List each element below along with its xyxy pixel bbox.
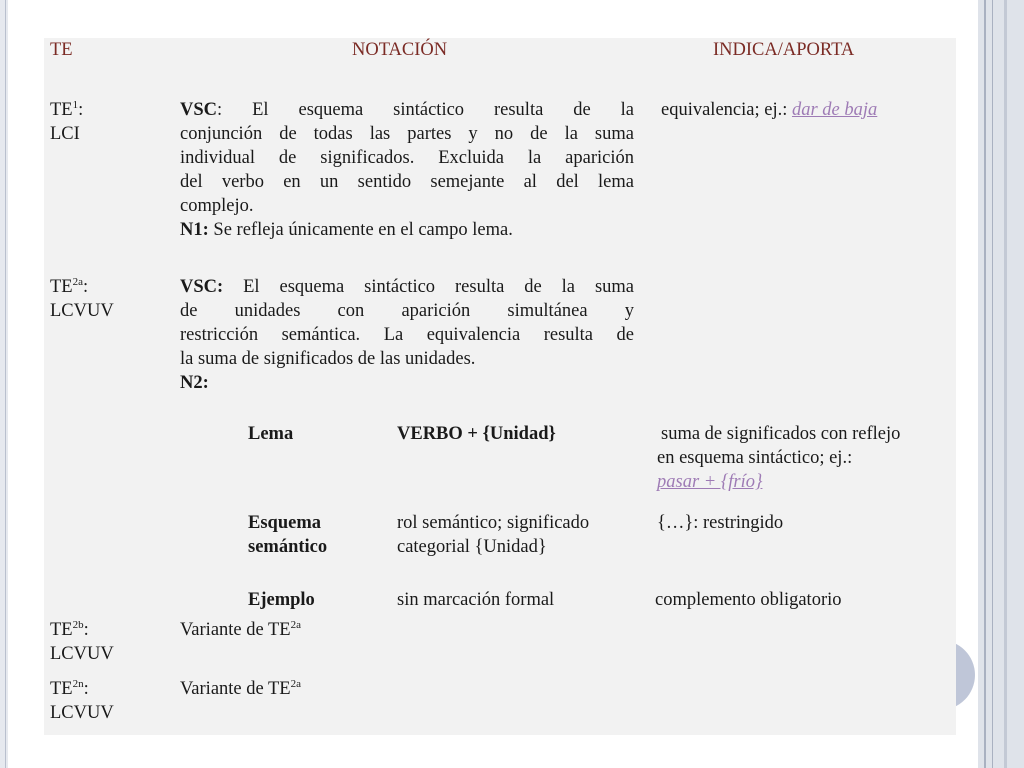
row1-indica-text: equivalencia; ej.:: [661, 100, 792, 120]
row4-variant-sup: 2a: [290, 678, 302, 690]
row3-variant-text: Variante de TE: [180, 620, 291, 640]
row3-variant-sup: 2a: [290, 619, 302, 631]
pasar-frio-link[interactable]: pasar + {frío}: [657, 472, 763, 492]
row2-vsc-label: VSC:: [180, 277, 224, 297]
row1-n1-text: Se refleja únicamente en el campo lema.: [208, 220, 513, 240]
esquema-label-line: Esquema: [248, 513, 321, 533]
row1-vsc-text: : El esquema sintáctico resulta de la: [217, 100, 634, 120]
lema-label: Lema: [248, 424, 294, 444]
row1-indica: [661, 98, 877, 122]
row2-vsc-line: la suma de significados de las unidades.: [180, 349, 476, 369]
row4-variant-text: Variante de TE: [180, 679, 291, 699]
row2-vsc-line: [180, 275, 634, 299]
lema-indica-line: en esquema sintáctico; ej.:: [657, 448, 853, 468]
row1-vsc-line: [180, 98, 634, 122]
row2-vsc-text: El esquema sintáctico resulta de la suma: [223, 277, 634, 297]
esquema-label-line: semántico: [248, 537, 328, 557]
lema-indica: [657, 422, 957, 494]
row4-te-label: [50, 677, 89, 701]
row2-te-sub: LCVUV: [50, 301, 114, 321]
right-decoration: [978, 0, 1024, 768]
row2-te-label: [50, 275, 88, 299]
ejemplo-value: sin marcación formal: [397, 590, 555, 610]
row1-vsc-line: del verbo en un sentido semejante al del lema: [180, 172, 634, 192]
row3-te-colon: :: [83, 620, 89, 640]
row4-te-main: TE: [50, 679, 73, 699]
row1-te-colon: :: [78, 100, 84, 120]
row2-te-sup: 2a: [72, 276, 83, 288]
row4-te-colon: :: [83, 679, 89, 699]
header-te: TE: [50, 40, 73, 60]
header-indica: INDICA/APORTA: [713, 40, 855, 60]
esquema-indica: {…}: restringido: [657, 513, 784, 533]
row2-n2-line: [180, 371, 634, 395]
row2-te-main: TE: [50, 277, 73, 297]
row1-te-sub: LCI: [50, 124, 80, 144]
row2-vsc-line: restricción semántica. La equivalencia resulta de: [180, 325, 634, 345]
row1-te-sup: 1: [72, 99, 79, 111]
row2-te-colon: :: [83, 277, 89, 297]
row2-vsc-line: de unidades con aparición simultánea y: [180, 301, 634, 321]
esquema-value-line: rol semántico; significado: [397, 513, 590, 533]
ejemplo-indica: complemento obligatorio: [655, 590, 842, 610]
decoration-stripe: [1004, 0, 1007, 768]
row1-te-main: TE: [50, 100, 73, 120]
notation-table: [44, 38, 956, 735]
row1-n1-label: N1:: [180, 220, 209, 240]
esquema-value: [397, 511, 589, 559]
row3-te-label: [50, 618, 89, 642]
left-decoration: [0, 0, 8, 768]
dar-de-baja-link[interactable]: dar de baja: [791, 100, 878, 120]
row3-te-main: TE: [50, 620, 73, 640]
row2-notation: [180, 275, 634, 395]
row3-te-sup: 2b: [72, 619, 84, 631]
row1-vsc-line: individual de significados. Excluida la aparición: [180, 148, 634, 168]
row3-variant: [180, 618, 301, 642]
row2-n2-label: N2:: [180, 373, 209, 393]
row3-te-sub: LCVUV: [50, 644, 114, 664]
row1-n1-line: [180, 218, 634, 242]
row1-notation: [180, 98, 634, 242]
header-notacion: NOTACIÓN: [352, 40, 448, 60]
decoration-stripe: [992, 0, 993, 768]
row4-te-sup: 2n: [72, 678, 84, 690]
lema-indica-line: suma de significados con reflejo: [661, 424, 901, 444]
esquema-value-line: categorial {Unidad}: [397, 537, 547, 557]
row1-te-label: [50, 98, 83, 122]
ejemplo-label: Ejemplo: [248, 590, 315, 610]
lema-value: VERBO + {Unidad}: [397, 424, 556, 444]
decoration-stripe: [984, 0, 986, 768]
row4-te-sub: LCVUV: [50, 703, 114, 723]
esquema-label: [248, 511, 327, 559]
row1-vsc-label: VSC: [180, 100, 218, 120]
row1-vsc-line: complejo.: [180, 196, 254, 216]
row1-vsc-line: conjunción de todas las partes y no de la suma: [180, 124, 634, 144]
row4-variant: [180, 677, 301, 701]
lema-indica-link-line: [657, 470, 957, 494]
